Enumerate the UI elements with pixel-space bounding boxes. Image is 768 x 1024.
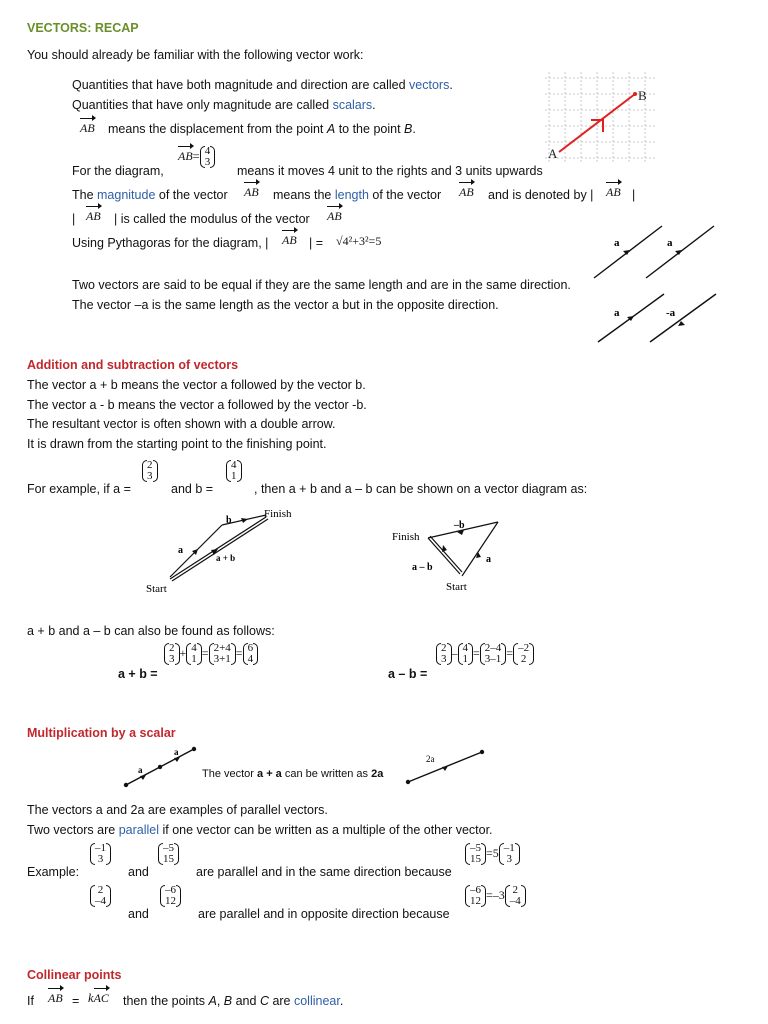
label-2a: 2a [426, 754, 435, 764]
ab-symbol-6: AB [327, 206, 342, 224]
sum-calculation: 2 3 + 4 1 = 2+4 3+1 = 6 4 [164, 643, 258, 665]
ab-symbol-4: AB [606, 182, 621, 200]
length-text: means the length of the vector [273, 188, 442, 202]
parallel-examples-text: The vectors a and 2a are examples of parallel vectors. [27, 803, 328, 817]
label-neg-a: -a [666, 307, 676, 319]
label-b: b [226, 515, 232, 526]
example-label: Example: [27, 865, 80, 879]
modulus-bar: | [632, 188, 636, 202]
term-scalars: scalars [332, 98, 373, 112]
diagram-text-post: means it moves 4 unit to the rights and 3 units upwards [237, 164, 543, 178]
ex2-text: are parallel and in opposite direction because [198, 907, 450, 921]
intro-text: You should already be familiar with the following vector work: [27, 48, 364, 62]
addition-line-3: The resultant vector is often shown with a double arrow. [27, 417, 336, 431]
ex1-text: are parallel and in the same direction because [196, 865, 452, 879]
pythagoras-formula: √4²+3²=5 [336, 234, 382, 248]
label-neg-b: –b [454, 520, 465, 531]
addition-line-2: The vector a - b means the vector a followed by the vector -b. [27, 398, 367, 412]
sum-label: a + b = [118, 667, 158, 681]
vector-ab-line [559, 94, 635, 152]
ex1-left-vector: –1 3 [90, 843, 111, 865]
a-plus-a-diagram [122, 745, 202, 791]
ex2-left-vector: 2 –4 [90, 885, 111, 907]
addition-line-1: The vector a + b means the vector a followed by the vector b. [27, 378, 366, 392]
opposite-vector-text: The vector –a is the same length as the vector a but in the opposite direction. [72, 298, 499, 312]
label-a-plus-b: a + b [216, 553, 236, 563]
ex1-proof: –5 15 =5 –1 3 [465, 843, 520, 865]
section-heading-addition: Addition and subtraction of vectors [27, 358, 239, 372]
label-a: a [174, 747, 179, 757]
label-finish: Finish [264, 508, 292, 520]
equal-vectors-diagram [590, 222, 720, 282]
collinear-statement: then the points A, B and C are collinear. [123, 994, 344, 1008]
collinear-eq: = [72, 994, 80, 1008]
label-a: a [667, 237, 673, 249]
vector-b-column: 4 1 [226, 460, 242, 482]
diff-calculation: 2 3 – 4 1 = 2–4 3–1 = –2 2 [436, 643, 534, 665]
collinear-if: If [27, 994, 34, 1008]
ex2-proof: –6 12 =–3 2 –4 [465, 885, 526, 907]
ex1-right-vector: –5 15 [158, 843, 179, 865]
label-a-minus-b: a – b [412, 562, 433, 573]
pythagoras-text: Using Pythagoras for the diagram, | [72, 236, 269, 250]
subtraction-diagram [390, 512, 520, 597]
collinear-ab: AB [48, 988, 63, 1006]
denoted-text: and is denoted by | [488, 188, 594, 202]
addition-line-4: It is drawn from the starting point to the finishing point. [27, 437, 327, 451]
label-start: Start [446, 581, 467, 593]
ab-column-vector: AB= 4 3 [178, 146, 215, 168]
displacement-text: means the displacement from the point A to the point B. [108, 122, 416, 136]
label-start: Start [146, 583, 167, 595]
grid-vector-diagram [545, 72, 660, 162]
label-point-a: A [548, 146, 558, 161]
ab-symbol-5: AB [86, 206, 101, 224]
ex2-right-vector: –6 12 [160, 885, 181, 907]
label-a: a [486, 554, 491, 565]
label-a: a [178, 545, 183, 556]
and-text: and [128, 907, 149, 921]
ab-symbol-3: AB [459, 182, 474, 200]
term-vectors: vectors [409, 78, 450, 92]
parallel-definition: Two vectors are parallel if one vector can be written as a multiple of the other vector. [27, 823, 493, 837]
arrow-icon [442, 545, 447, 552]
ab-symbol-7: AB [282, 230, 297, 248]
and-b: and b = [171, 482, 214, 496]
opposite-vectors-diagram [594, 290, 724, 346]
equal-vectors-text: Two vectors are said to be equal if they are the same length and are in the same direction. [72, 278, 571, 292]
and-text: and [128, 865, 149, 879]
label-a: a [614, 307, 620, 319]
collinear-kac: kAC [88, 988, 109, 1006]
label-a: a [138, 765, 143, 775]
column-4-3: 4 3 [200, 146, 216, 168]
label-point-b: B [638, 88, 647, 103]
scalars-definition: Quantities that have only magnitude are called scalars. [72, 98, 376, 112]
addition-diagram [140, 505, 320, 600]
ab-symbol-2: AB [244, 182, 259, 200]
diagram-text-pre: For the diagram, [72, 164, 164, 178]
diff-label: a – b = [388, 667, 428, 681]
section-heading-scalar: Multiplication by a scalar [27, 726, 176, 740]
scalar-caption: The vector a + a can be written as 2a [202, 768, 384, 780]
example-post: , then a + b and a – b can be shown on a vector diagram as: [254, 482, 588, 496]
magnitude-text: The magnitude of the vector [72, 188, 228, 202]
example-pre: For example, if a = [27, 482, 131, 496]
section-heading-collinear: Collinear points [27, 968, 122, 982]
modulus-text: | is called the modulus of the vector [114, 212, 310, 226]
modulus-bar-left: | [72, 212, 76, 226]
label-a: a [614, 237, 620, 249]
arrow-icon [678, 321, 685, 326]
vectors-definition: Quantities that have both magnitude and direction are called vectors. [72, 78, 453, 92]
label-finish: Finish [392, 531, 420, 543]
vector-a-column: 2 3 [142, 460, 158, 482]
two-a-diagram [404, 748, 488, 788]
also-found-text: a + b and a – b can also be found as follows: [27, 624, 275, 638]
ab-symbol: AB [80, 118, 95, 136]
pythagoras-bar: | = [309, 236, 324, 250]
section-heading-recap: VECTORS: RECAP [27, 21, 139, 35]
